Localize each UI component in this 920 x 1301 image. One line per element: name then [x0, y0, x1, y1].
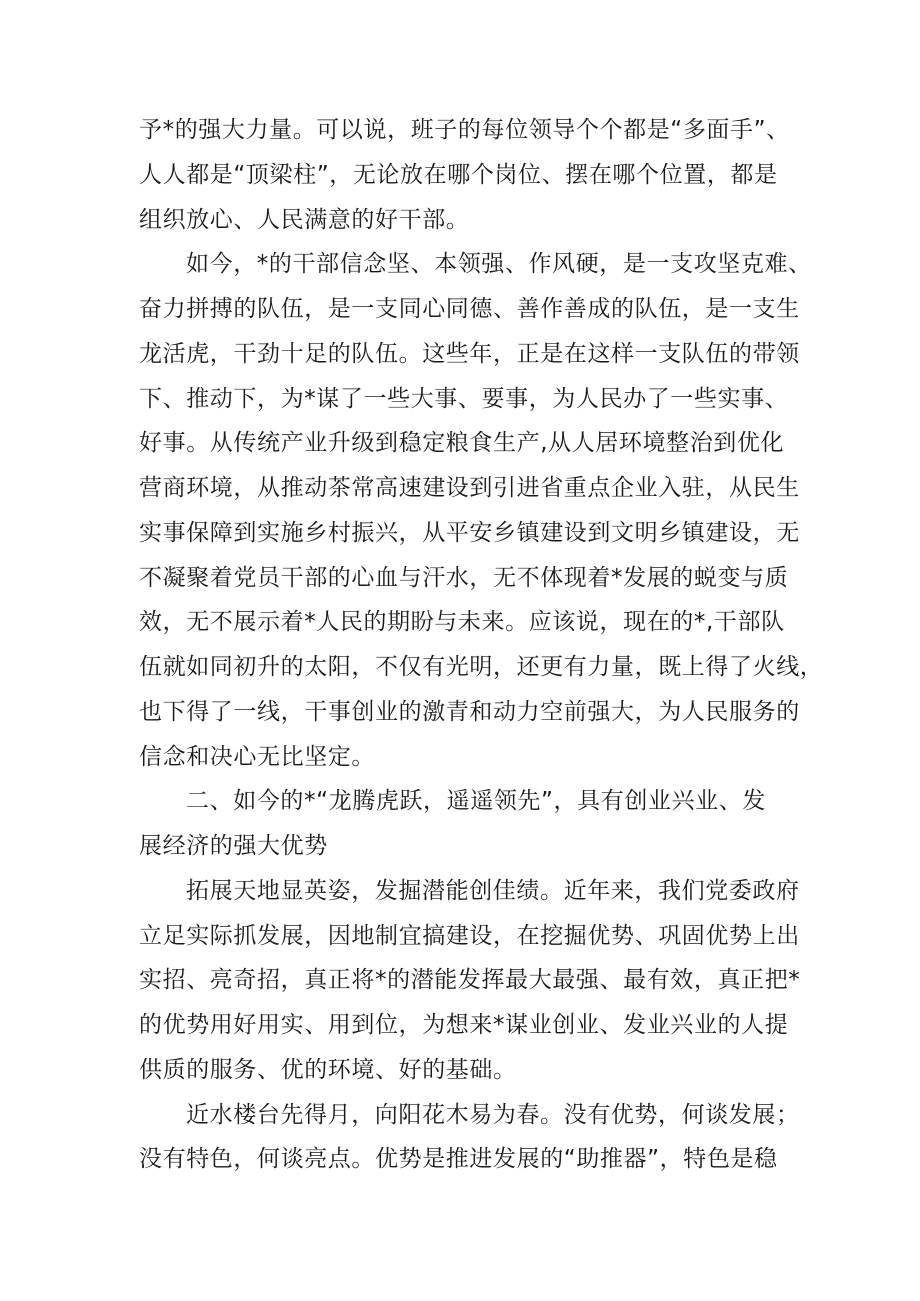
paragraph-line: 龙活虎，干劲十足的队伍。这些年，正是在这样一支队伍的带领 [139, 341, 800, 367]
paragraph-line: 拓展天地显英姿，发掘潜能创佳绩。近年来，我们党委政府 [186, 878, 800, 904]
section-heading-line: 二、如今的*“龙腾虎跃，遥遥领先”，具有创业兴业、发 [186, 788, 766, 814]
paragraph-line: 的优势用好用实、用到位，为想来*谋业创业、发业兴业的人提 [139, 1012, 789, 1038]
paragraph-line: 信念和决心无比坚定。 [139, 744, 375, 770]
paragraph-line: 立足实际抓发展，因地制宜搞建设，在挖掘优势、巩固优势上出 [139, 923, 800, 949]
paragraph-line: 供质的服务、优的环境、好的基础。 [139, 1057, 517, 1083]
paragraph-line: 也下得了一线，干事创业的激青和动力空前强大，为人民服务的 [139, 699, 800, 725]
paragraph-line: 好事。从传统产业升级到稳定粮食生产,从人居环境整治到优化 [139, 430, 785, 456]
paragraph-line: 营商环境，从推动茶常高速建设到引进省重点企业入驻，从民生 [139, 475, 800, 501]
section-heading-line: 展经济的强大优势 [139, 833, 328, 859]
paragraph-line: 如今，*的干部信念坚、本领强、作风硬，是一支攻坚克难、 [186, 251, 812, 277]
paragraph-line: 下、推动下，为*谋了一些大事、要事，为人民办了一些实事、 [139, 386, 789, 412]
paragraph-line: 伍就如同初升的太阳，不仅有光明，还更有力量，既上得了火线， [139, 654, 824, 680]
paragraph-line: 奋力拼搏的队伍，是一支同心同德、善作善成的队伍，是一支生 [139, 296, 800, 322]
paragraph-line: 人人都是“顶梁柱”，无论放在哪个岗位、摆在哪个位置，都是 [139, 162, 778, 188]
paragraph-line: 没有特色，何谈亮点。优势是推进发展的“助推器”，特色是稳 [139, 1146, 778, 1172]
paragraph-line: 组织放心、人民满意的好干部。 [139, 207, 470, 233]
paragraph-line: 不凝聚着党员干部的心血与汗水，无不体现着*发展的蜕变与质 [139, 565, 789, 591]
paragraph-line: 效，无不展示着*人民的期盼与未来。应该说，现在的*,干部队 [139, 609, 785, 635]
paragraph-line: 实招、亮奇招，真正将*的潜能发挥最大最强、最有效，真正把* [139, 967, 801, 993]
paragraph-line: 近水楼台先得月，向阳花木易为春。没有优势，何谈发展； [186, 1102, 800, 1128]
paragraph-line: 予*的强大力量。可以说，班子的每位领导个个都是“多面手”、 [139, 117, 790, 143]
paragraph-line: 实事保障到实施乡村振兴，从平安乡镇建设到文明乡镇建设，无 [139, 520, 800, 546]
